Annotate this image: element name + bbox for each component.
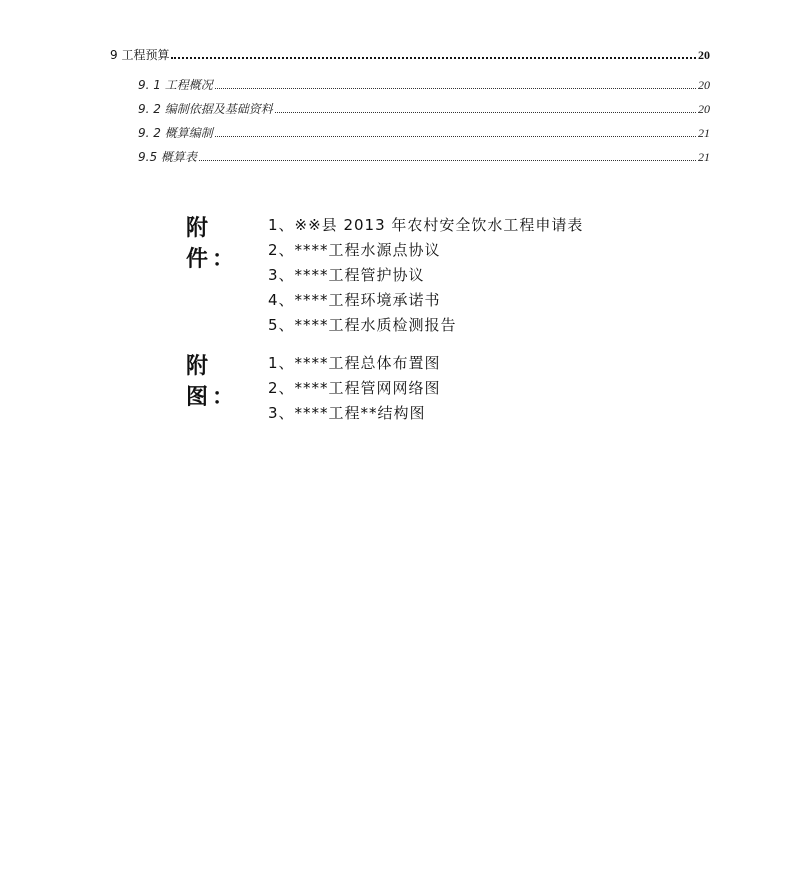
- attachment-item: 3、****工程管护协议: [268, 266, 425, 284]
- attachments-heading: 附件：: [186, 216, 239, 272]
- toc-entry-title: 9. 2 概算编制: [138, 126, 213, 140]
- toc-entry-main[interactable]: [110, 44, 710, 62]
- attachments-list: [268, 213, 583, 338]
- toc-entry-sub[interactable]: [138, 74, 710, 92]
- toc-leader-dots: [215, 136, 696, 137]
- figures-heading: 附图：: [186, 354, 239, 410]
- figure-item: 3、****工程**结构图: [268, 404, 426, 422]
- toc-entry-title: 9.5 概算表: [138, 150, 197, 164]
- attachment-item: 5、****工程水质检测报告: [268, 316, 457, 334]
- attachment-item: 4、****工程环境承诺书: [268, 291, 441, 309]
- toc-entry-page: 20: [698, 78, 710, 92]
- toc-entry-title: 9. 2 编制依据及基础资料: [138, 102, 273, 116]
- toc-leader-dots: [199, 160, 696, 161]
- figure-item: 2、****工程管网网络图: [268, 379, 441, 397]
- toc-entry-sub[interactable]: [138, 122, 710, 140]
- toc-entry-title: 9. 1 工程概况: [138, 78, 213, 92]
- toc-entry-page: 20: [698, 48, 710, 62]
- attachment-item: 2、****工程水源点协议: [268, 241, 441, 259]
- toc-leader-dots: [171, 57, 696, 59]
- toc-leader-dots: [275, 112, 696, 113]
- toc-leader-dots: [215, 88, 696, 89]
- figures-list: [268, 351, 441, 426]
- attachment-item: 1、※※县 2013 年农村安全饮水工程申请表: [268, 216, 584, 234]
- toc-entry-page: 20: [698, 102, 710, 116]
- figure-item: 1、****工程总体布置图: [268, 354, 441, 372]
- toc-entry-title: 9 工程预算: [110, 48, 170, 62]
- toc-entry-page: 21: [698, 150, 710, 164]
- toc-entry-sub[interactable]: [138, 146, 710, 164]
- toc-entry-page: 21: [698, 126, 710, 140]
- toc-entry-sub[interactable]: [138, 98, 710, 116]
